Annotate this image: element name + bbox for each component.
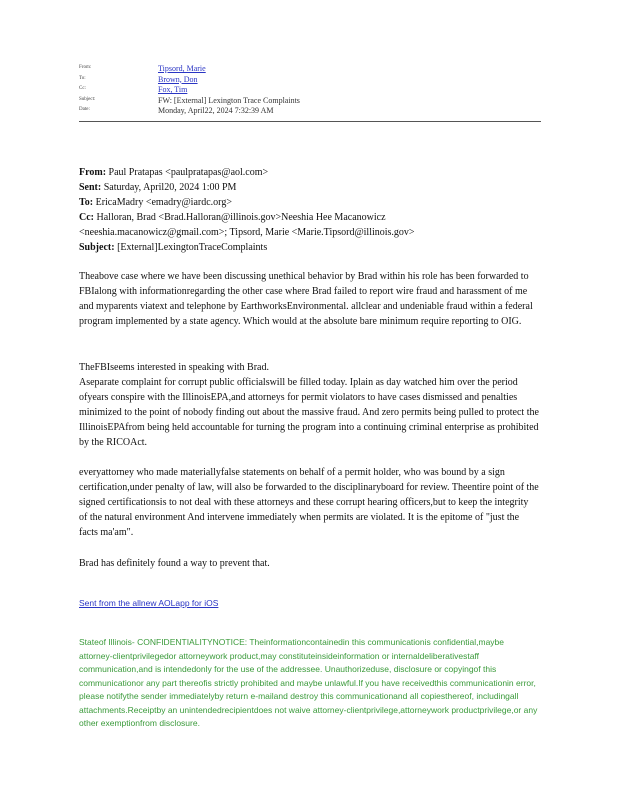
meta-cc-line: [79, 210, 549, 225]
header-from-row: [79, 64, 541, 75]
meta-to-label: To:: [79, 197, 94, 208]
header-subject-value: FW: [External] Lexington Trace Complaints: [158, 95, 300, 105]
meta-subject-line: [79, 240, 549, 255]
header-from-label: From:: [79, 65, 92, 70]
header-subject-label: Subject:: [79, 96, 96, 102]
meta-to-line: [79, 195, 549, 210]
meta-cc-continuation: <neeshia.macanowicz@gmail.com>; Tipsord, Marie <Marie.Tipsord@illinois.gov>: [79, 227, 415, 238]
header-cc-link[interactable]: Fox, Tim: [158, 85, 188, 94]
header-to-label: To:: [79, 75, 86, 81]
meta-subject-value: [External]LexingtonTraceComplaints: [114, 242, 268, 253]
meta-cc-value: Halloran, Brad <Brad.Halloran@illinois.gov>Neeshia Hee Macanowicz: [94, 212, 386, 223]
body-paragraph-3: everyattorney who made materiallyfalse statements on behalf of a permit holder, who was bound by a sign certification,under penalty of law, will also be forwarded to the disciplinaryboard for review. Theentire point of the signed certificationsis to not deal with these attorneys and these corrupt hearing officers,but to keep the integrity of the natural environment And intervene immediately when permits are violated. It is the epitome of "just the facts ma'am".: [79, 467, 539, 538]
meta-subject-label: Subject:: [79, 242, 115, 253]
header-date-label: Date:: [79, 107, 90, 112]
header-cc-row: [79, 85, 541, 96]
email-header: [79, 64, 541, 117]
header-date-row: [79, 106, 541, 117]
meta-from-label: From:: [79, 167, 107, 178]
meta-from-value: Paul Pratapas <paulpratapas@aol.com>: [106, 167, 269, 178]
body-paragraph-2-main: Aseparate complaint for corrupt public officialswill be filled today. Iplain as day watched him over the period ofyears conspire with the IllinoisEPA,and attorneys for permit violators to have cases dismissed and penalties minimized to the point of nobody finding out about the massive fraud. And zero permits being pulled to protect the IllinoisEPAfrom being held accountable for turning the program into a continuing criminal enterprise as prohibited by the RICOAct.: [79, 377, 539, 448]
header-from-link[interactable]: Tipsord, Marie: [158, 64, 206, 73]
meta-sent-line: [79, 180, 549, 195]
header-divider: [79, 121, 541, 122]
body-paragraph-2-lead: TheFBIseems interested in speaking with Brad.: [79, 362, 269, 373]
forwarded-message-meta: [79, 165, 549, 255]
header-to-link[interactable]: Brown, Don: [158, 74, 198, 84]
body-paragraph-2: [79, 360, 539, 450]
header-date-value: Monday, April22, 2024 7:32:39 AM: [158, 106, 274, 115]
body-paragraph-1: Theabove case where we have been discussing unethical behavior by Brad within his role has been forwarded to FBIalong with informationregarding the other case where Brad failed to report wire fraud and harassment of me and myparents viatext and telephone by EarthworksEnvironmental. allclear and undeniable fraud within a federal program implemented by a state agency. Which would at the absolute bare minimum require reporting to OIG.: [79, 271, 533, 327]
sent-from-aol-link[interactable]: Sent from the allnew AOLapp for iOS: [79, 598, 219, 608]
meta-from-line: [79, 165, 549, 180]
meta-to-value: EricaMadry <emadry@iardc.org>: [93, 197, 232, 208]
confidentiality-notice: Stateof Illinois- CONFIDENTIALITYNOTICE: Theinformationcontainedin this communicationis confidential,maybe attorney-clientprivilegedor attorneywork product,may constituteinsideinformation or internaldeliberativestaff communication,and is intendedonly for the use of the addressee. Unauthorizeduse, disclosure or copyingof this communicationor any part thereofis strictly prohibited and maybe unlawful.If you have receivedthis communicationin error, please notifythe sender immediatelyby return e-mailand destroy this communicationand all copiesthereof, includingall attachments.Receiptby an unintendedrecipientdoes not waive attorney-clientprivilege,attorneywork productprivilege,or any other exemptionfrom disclosure.: [79, 637, 538, 728]
header-to-row: [79, 75, 541, 86]
meta-cc-label: Cc:: [79, 212, 94, 223]
meta-sent-label: Sent:: [79, 182, 102, 193]
body-paragraph-4: Brad has definitely found a way to prevent that.: [79, 558, 270, 569]
meta-sent-value: Saturday, April20, 2024 1:00 PM: [101, 182, 237, 193]
header-cc-label: Cc:: [79, 86, 86, 91]
header-subject-row: [79, 96, 541, 107]
